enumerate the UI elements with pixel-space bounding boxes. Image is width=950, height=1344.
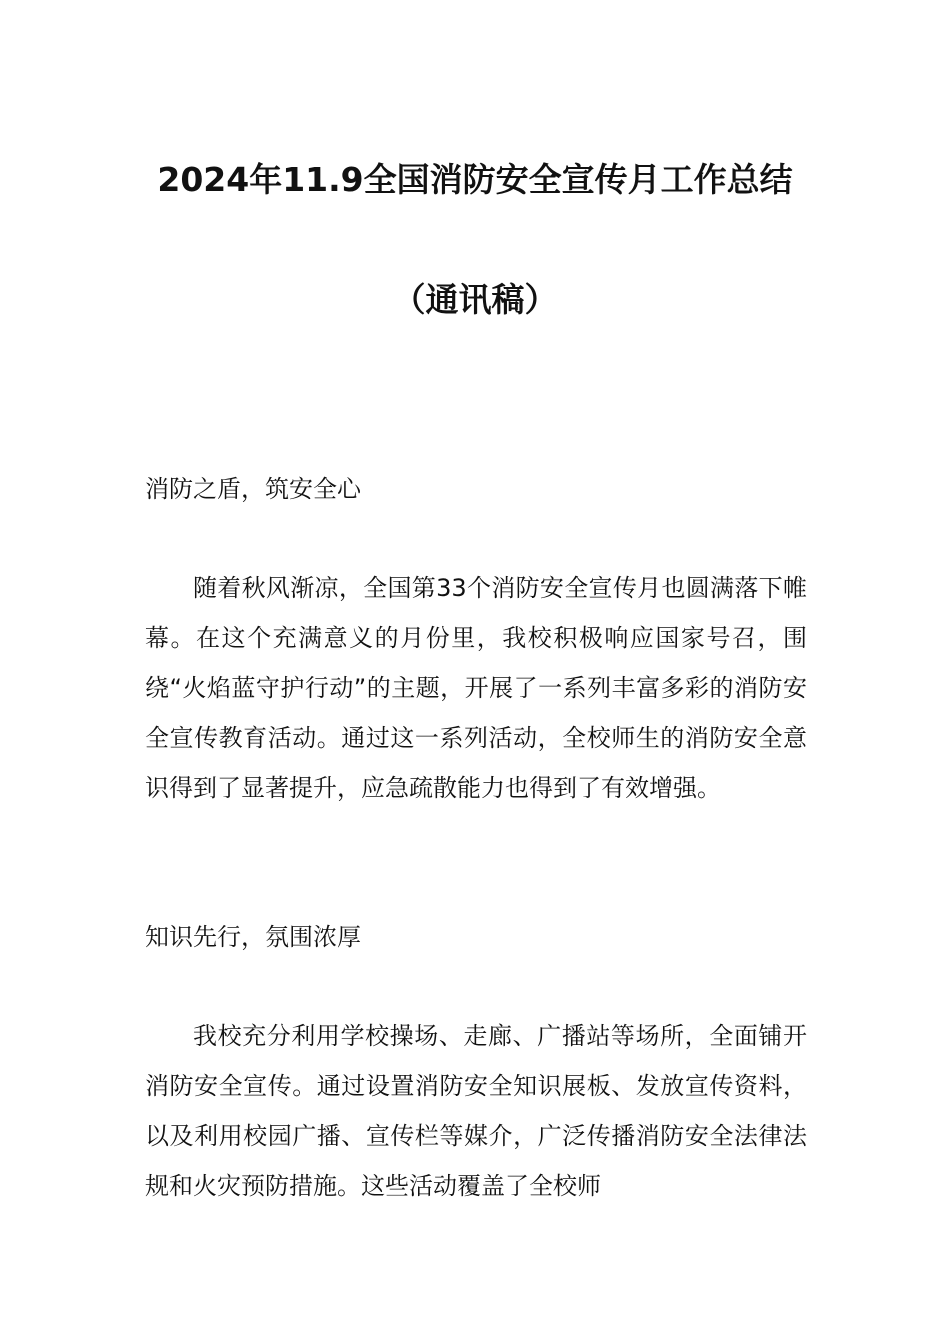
section-paragraph: 我校充分利用学校操场、走廊、广播站等场所，全面铺开消防安全宣传。通过设置消防安全知识展板、发放宣传资料，以及利用校园广播、宣传栏等媒介，广泛传播消防安全法律法规和火灾预防措施。这些活动覆盖了全校师 — [145, 1022, 807, 1200]
section-heading: 消防之盾，筑安全心 — [145, 475, 361, 503]
section-heading: 知识先行，氛围浓厚 — [145, 923, 361, 951]
section-paragraph: 随着秋风渐凉，全国第33个消防安全宣传月也圆满落下帷幕。在这个充满意义的月份里，我校积极响应国家号召，围绕“火焰蓝守护行动”的主题，开展了一系列丰富多彩的消防安全宣传教育活动。通过这一系列活动，全校师生的消防安全意识得到了显著提升，应急疏散能力也得到了有效增强。 — [145, 574, 807, 802]
document-title: 2024年11.9全国消防安全宣传月工作总结 — [157, 160, 793, 199]
document-subtitle: （通讯稿） — [392, 280, 558, 319]
